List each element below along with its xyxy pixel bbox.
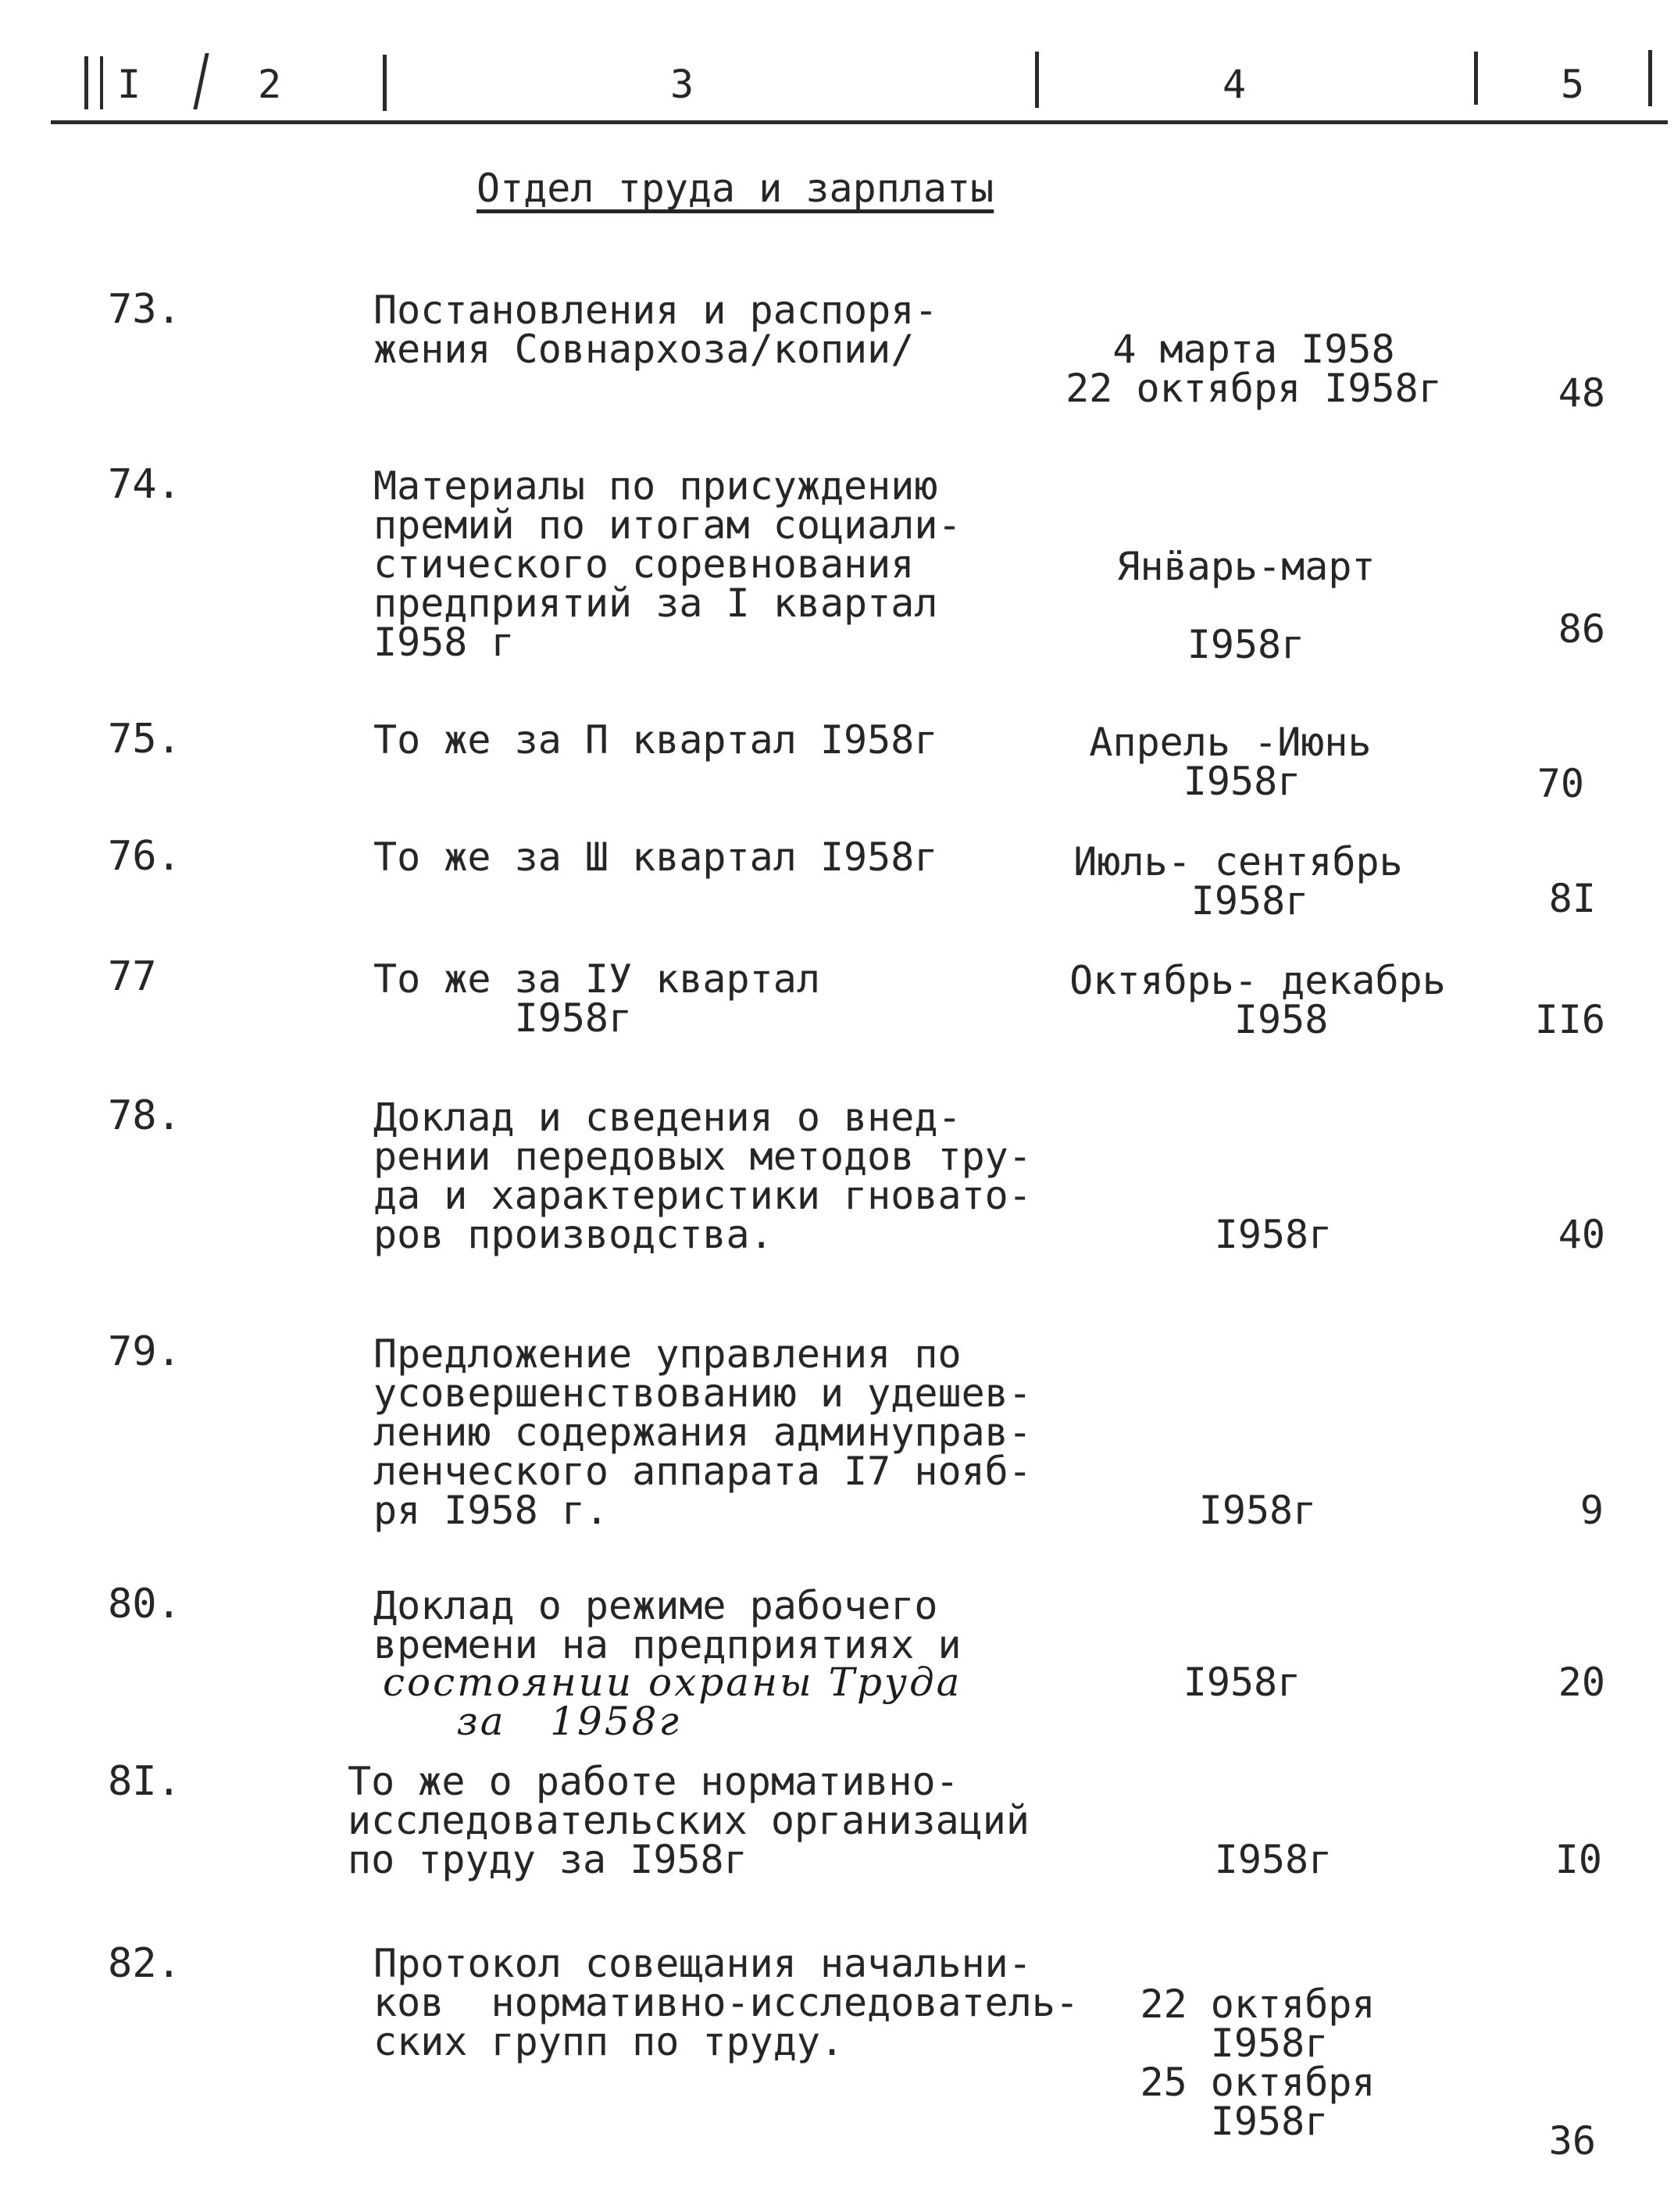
column-separator (1474, 52, 1478, 105)
item-description: Материалы по присуждению премий по итогам социали- стического соревнования предприятий за I квартал I958 г (373, 463, 962, 665)
item-number: 77 (108, 953, 157, 1000)
item-description: То же за Ш квартал I958г (373, 834, 938, 880)
item-date: I958г (1183, 1660, 1301, 1705)
column-separator (1648, 50, 1652, 106)
sheet-count: 48 (1558, 370, 1605, 416)
item-description: Доклад о режиме рабочего времени на предприятиях и (373, 1583, 962, 1667)
column-number-1: I (117, 62, 141, 107)
item-date: 4 марта I958 22 октября I958г (1065, 327, 1442, 411)
sheet-count: 36 (1548, 2118, 1596, 2164)
item-number: 76. (108, 833, 181, 880)
sheet-count: I0 (1554, 1837, 1602, 1882)
item-number: 73. (108, 286, 181, 333)
item-number: 82. (108, 1940, 181, 1987)
item-number: 80. (108, 1581, 181, 1628)
handwritten-note: состоянии охраны Труда за 1958г (383, 1660, 962, 1744)
column-separator (100, 56, 103, 109)
column-separator (84, 56, 88, 109)
column-separator (193, 53, 209, 109)
item-number: 79. (108, 1328, 181, 1375)
column-separator (383, 55, 387, 111)
column-number-3: 3 (670, 62, 694, 107)
item-number: 74. (108, 461, 181, 508)
item-date: I958г (1214, 1837, 1333, 1882)
sheet-count: 20 (1558, 1660, 1605, 1705)
column-number-2: 2 (258, 62, 282, 107)
section-title: Отдел труда и зарплаты (477, 166, 994, 211)
item-date: Июль- сентябрь I958г (1073, 839, 1403, 924)
item-date: 22 октября I958г 25 октября I958г (1140, 1982, 1376, 2144)
sheet-count: 9 (1579, 1488, 1604, 1533)
item-description: То же за П квартал I958г (373, 717, 938, 763)
item-date: Октябрь- декабрь I958 (1069, 958, 1446, 1042)
item-number: 75. (108, 716, 181, 763)
header-rule (51, 120, 1668, 124)
item-number: 78. (108, 1092, 181, 1139)
item-date: I958г (1214, 1212, 1333, 1257)
column-number-4: 4 (1222, 62, 1247, 107)
item-description: Постановления и распоря- жения Совнархоза/копии/ (373, 288, 938, 372)
column-separator (1035, 52, 1039, 108)
item-description: То же за IУ квартал I958г (373, 956, 820, 1041)
sheet-count: 8I (1548, 876, 1596, 921)
sheet-count: 40 (1558, 1212, 1605, 1257)
item-description: Протокол совещания начальни- ков нормативно-исследователь- ских групп по труду. (373, 1941, 1080, 2064)
sheet-count: 70 (1537, 761, 1584, 806)
item-date: Апрель -Июнь I958г (1089, 720, 1372, 804)
sheet-count: 86 (1558, 606, 1605, 652)
item-date: I958г (1198, 1488, 1317, 1533)
item-date: Янв̈арь-март I958г (1116, 544, 1376, 667)
sheet-count: II6 (1534, 997, 1605, 1042)
item-description: Предложение управления по усовершенствованию и удешев- лению содержания админуправ- ленческого аппарата I7 нояб- ря I958 г. (373, 1331, 1032, 1533)
column-number-5: 5 (1561, 62, 1585, 107)
item-number: 8I. (108, 1758, 181, 1805)
item-description: То же о работе нормативно- исследовательских организаций по труду за I958г (348, 1759, 1030, 1882)
item-description: Доклад и сведения о внед- рении передовых методов тру- да и характеристики гновато- ров производства. (373, 1095, 1032, 1257)
